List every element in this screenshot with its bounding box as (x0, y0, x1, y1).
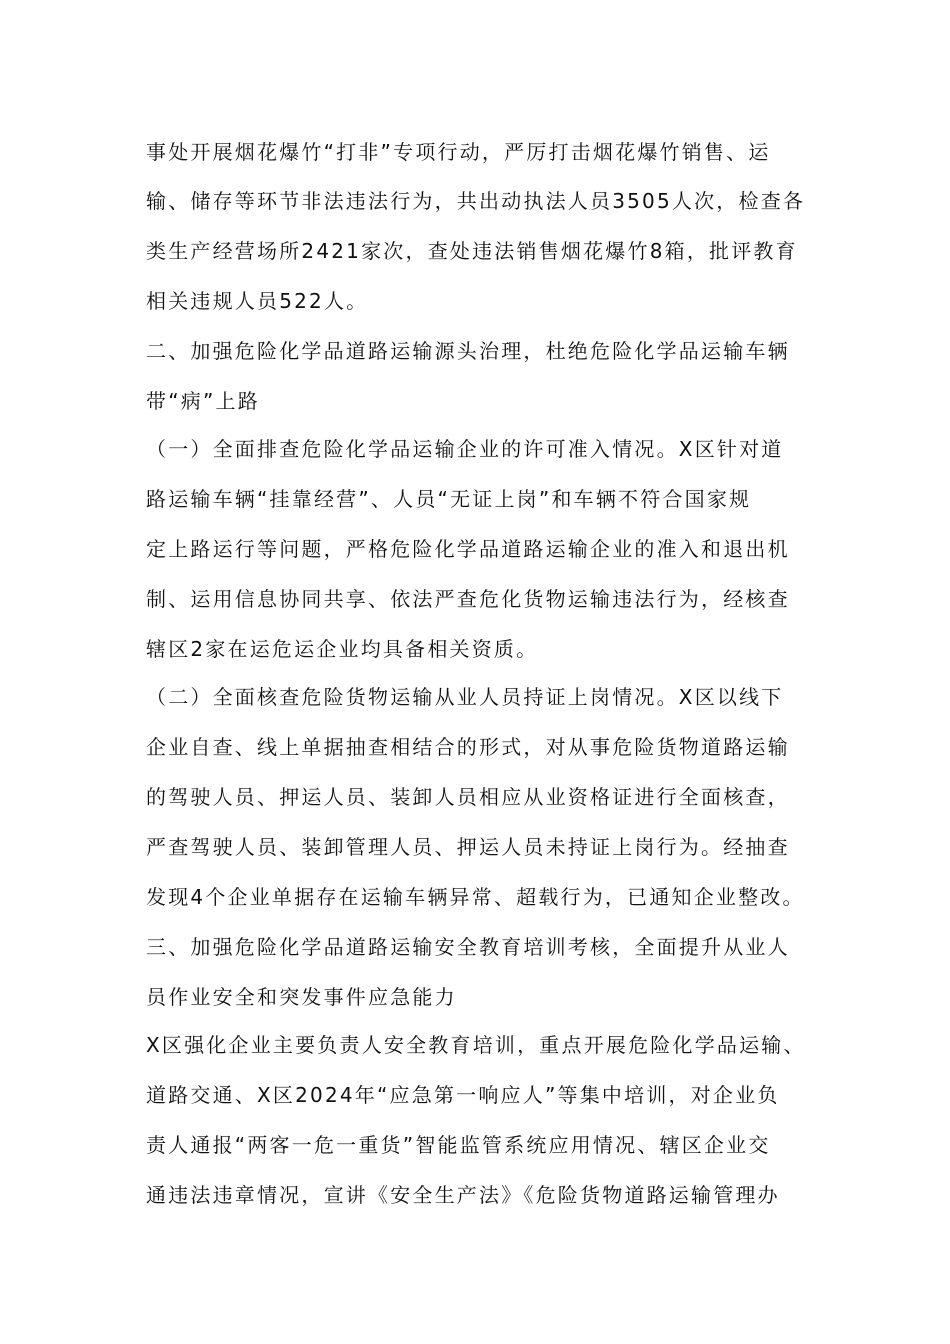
text-line: 的驾驶人员、押运人员、装卸人员相应从业资格证进行全面核查， (146, 785, 790, 809)
section-heading-2-line: 带“病”上路 (146, 389, 260, 413)
text-line: 输、储存等环节非法违法行为，共出动执法人员3505人次，检查各 (146, 189, 806, 213)
section-heading-3-line: 三、加强危险化学品道路运输安全教育培训考核，全面提升从业人 (146, 935, 790, 959)
text-line: 企业自查、线上单据抽查相结合的形式，对从事危险货物道路运输 (146, 735, 790, 759)
text-line: X区强化企业主要负责人安全教育培训，重点开展危险化学品运输、 (146, 1033, 806, 1057)
text-line: 类生产经营场所2421家次，查处违法销售烟花爆竹8箱，批评教育 (146, 239, 798, 263)
text-line: 制、运用信息协同共享、依法严查危化货物运输违法行为，经核查 (146, 587, 790, 611)
section-heading-3-line: 员作业安全和突发事件应急能力 (146, 985, 457, 1009)
text-line: 责人通报“两客一危一重货”智能监管系统应用情况、辖区企业交 (146, 1133, 771, 1157)
text-line: 通违法违章情况，宣讲《安全生产法》《危险货物道路运输管理办 (146, 1183, 780, 1207)
text-line: 定上路运行等问题，严格危险化学品道路运输企业的准入和退出机 (146, 537, 790, 561)
text-line: 严查驾驶人员、装卸管理人员、押运人员未持证上岗行为。经抽查 (146, 835, 790, 859)
text-line: 发现4个企业单据存在运输车辆异常、超载行为，已通知企业整改。 (146, 885, 805, 909)
text-line: 相关违规人员522人。 (146, 289, 369, 313)
text-line: 辖区2家在运危运企业均具备相关资质。 (146, 637, 539, 661)
text-line: 路运输车辆“挂靠经营”、人员“无证上岗”和车辆不符合国家规 (146, 487, 752, 511)
text-line: （二）全面核查危险货物运输从业人员持证上岗情况。X区以线下 (146, 685, 784, 709)
text-line: 道路交通、X区2024年“应急第一响应人”等集中培训，对企业负 (146, 1083, 780, 1107)
section-heading-2-line: 二、加强危险化学品道路运输源头治理，杜绝危险化学品运输车辆 (146, 339, 790, 363)
text-line: （一）全面排查危险化学品运输企业的许可准入情况。X区针对道 (146, 437, 784, 461)
text-line: 事处开展烟花爆竹“打非”专项行动，严厉打击烟花爆竹销售、运 (146, 140, 771, 164)
